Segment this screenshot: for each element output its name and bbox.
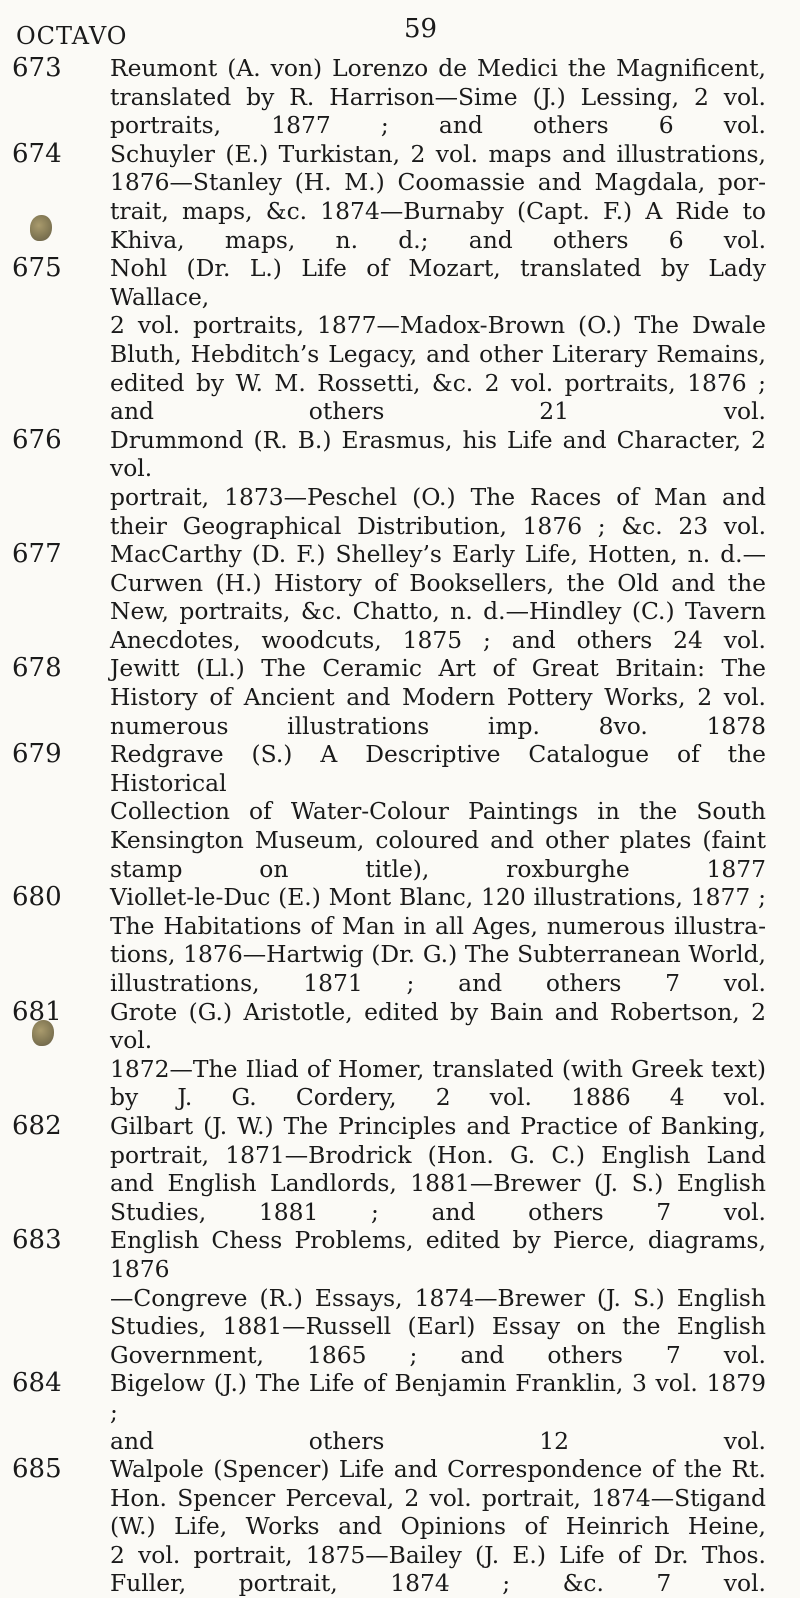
description-line: Kensington Museum, coloured and other plates (faint bbox=[110, 826, 766, 855]
catalog-lot bbox=[0, 1455, 800, 1598]
lot-number: 682 bbox=[12, 1110, 62, 1141]
description-line: illustrations, 1871 ; and others 7 vol. bbox=[110, 969, 766, 997]
lot-description bbox=[110, 1369, 766, 1455]
lot-number: 677 bbox=[12, 539, 62, 570]
description-line: edited by W. M. Rossetti, &c. 2 vol. portraits, 1876 ; bbox=[110, 368, 766, 397]
lot-description bbox=[110, 140, 766, 254]
catalog-listing bbox=[0, 54, 800, 1598]
description-line: Redgrave (S.) A Descriptive Catalogue of the Historical bbox=[110, 740, 766, 797]
description-line: MacCarthy (D. F.) Shelley’s Early Life, Hotten, n. d.— bbox=[110, 540, 766, 569]
lot-description bbox=[110, 1226, 766, 1369]
lot-number: 684 bbox=[12, 1368, 62, 1399]
description-line: Collection of Water-Colour Paintings in the South bbox=[110, 797, 766, 826]
lot-number: 676 bbox=[12, 424, 62, 455]
description-line: 1876—Stanley (H. M.) Coomassie and Magdala, por- bbox=[110, 168, 766, 197]
lot-description bbox=[110, 540, 766, 654]
lot-number: 683 bbox=[12, 1225, 62, 1256]
lot-description bbox=[110, 426, 766, 540]
description-line: by J. G. Cordery, 2 vol. 1886 4 vol. bbox=[110, 1083, 766, 1112]
description-line: Hon. Spencer Perceval, 2 vol. portrait, 1874—Stigand bbox=[110, 1483, 766, 1512]
lot-number: 685 bbox=[12, 1454, 62, 1485]
description-line: their Geographical Distribution, 1876 ; &c. 23 vol. bbox=[110, 511, 766, 540]
lot-number: 681 bbox=[12, 996, 62, 1027]
description-line: History of Ancient and Modern Pottery Works, 2 vol. bbox=[110, 683, 766, 712]
lot-description bbox=[110, 1455, 766, 1598]
lot-description bbox=[110, 883, 766, 997]
description-line: The Habitations of Man in all Ages, numerous illustra- bbox=[110, 911, 766, 940]
catalog-lot bbox=[0, 883, 800, 997]
description-line: (W.) Life, Works and Opinions of Heinrich Heine, bbox=[110, 1512, 766, 1541]
catalog-lot bbox=[0, 1226, 800, 1369]
lot-description bbox=[110, 254, 766, 426]
description-line: and English Landlords, 1881—Brewer (J. S.) English bbox=[110, 1169, 766, 1198]
description-line: Gilbart (J. W.) The Principles and Practice of Banking, bbox=[110, 1111, 766, 1140]
lot-number: 679 bbox=[12, 739, 62, 770]
description-line: portraits, 1877 ; and others 6 vol. bbox=[110, 111, 766, 140]
description-line: Bigelow (J.) The Life of Benjamin Franklin, 3 vol. 1879 ; bbox=[110, 1369, 766, 1426]
lot-description bbox=[110, 1112, 766, 1226]
catalog-lot bbox=[0, 998, 800, 1112]
description-line: Schuyler (E.) Turkistan, 2 vol. maps and illustrations, bbox=[110, 139, 766, 168]
description-line: Government, 1865 ; and others 7 vol. bbox=[110, 1340, 766, 1369]
lot-number: 678 bbox=[12, 653, 62, 684]
description-line: stamp on title), roxburghe 1877 bbox=[110, 854, 766, 883]
description-line: Studies, 1881 ; and others 7 vol. bbox=[110, 1197, 766, 1226]
lot-description bbox=[110, 998, 766, 1112]
description-line: portrait, 1871—Brodrick (Hon. G. C.) English Land bbox=[110, 1140, 766, 1169]
lot-description bbox=[110, 654, 766, 740]
catalog-lot bbox=[0, 654, 800, 740]
catalog-lot bbox=[0, 740, 800, 883]
description-line: and others 21 vol. bbox=[110, 397, 766, 426]
catalog-lot bbox=[0, 1112, 800, 1226]
description-line: Viollet-le-Duc (E.) Mont Blanc, 120 illustrations, 1877 ; bbox=[110, 883, 766, 912]
catalog-lot bbox=[0, 426, 800, 540]
description-line: Reumont (A. von) Lorenzo de Medici the Magnificent, bbox=[110, 54, 766, 82]
description-line: English Chess Problems, edited by Pierce, diagrams, 1876 bbox=[110, 1226, 766, 1283]
description-line: Fuller, portrait, 1874 ; &c. 7 vol. bbox=[110, 1569, 766, 1598]
description-line: portrait, 1873—Peschel (O.) The Races of Man and bbox=[110, 482, 766, 511]
description-line: Jewitt (Ll.) The Ceramic Art of Great Britain: The bbox=[110, 654, 766, 683]
lot-description bbox=[110, 740, 766, 883]
description-line: tions, 1876—Hartwig (Dr. G.) The Subterranean World, bbox=[110, 940, 766, 969]
lot-number: 673 bbox=[12, 53, 62, 83]
catalog-lot bbox=[0, 540, 800, 654]
description-line: 2 vol. portraits, 1877—Madox-Brown (O.) The Dwale bbox=[110, 311, 766, 340]
description-line: trait, maps, &c. 1874—Burnaby (Capt. F.) A Ride to bbox=[110, 196, 766, 225]
description-line: Khiva, maps, n. d.; and others 6 vol. bbox=[110, 225, 766, 254]
description-line: Bluth, Hebditch’s Legacy, and other Literary Remains, bbox=[110, 339, 766, 368]
description-line: Drummond (R. B.) Erasmus, his Life and Character, 2 vol. bbox=[110, 425, 766, 483]
lot-number: 675 bbox=[12, 253, 62, 284]
description-line: translated by R. Harrison—Sime (J.) Lessing, 2 vol. bbox=[110, 82, 766, 111]
description-line: Curwen (H.) History of Booksellers, the Old and the bbox=[110, 568, 766, 597]
lot-number: 674 bbox=[12, 138, 62, 169]
catalog-lot bbox=[0, 254, 800, 426]
catalog-lot bbox=[0, 140, 800, 254]
description-line: Anecdotes, woodcuts, 1875 ; and others 24 vol. bbox=[110, 625, 766, 654]
catalog-lot bbox=[0, 54, 800, 140]
description-line: and others 12 vol. bbox=[110, 1426, 766, 1455]
description-line: —Congreve (R.) Essays, 1874—Brewer (J. S.) English bbox=[110, 1283, 766, 1312]
lot-description bbox=[110, 54, 766, 140]
description-line: New, portraits, &c. Chatto, n. d.—Hindley (C.) Tavern bbox=[110, 597, 766, 626]
description-line: Walpole (Spencer) Life and Correspondence of the Rt. bbox=[110, 1455, 766, 1484]
description-line: Nohl (Dr. L.) Life of Mozart, translated by Lady Wallace, bbox=[110, 254, 766, 311]
description-line: 1872—The Iliad of Homer, translated (with Greek text) bbox=[110, 1054, 766, 1083]
page-number: 59 bbox=[404, 14, 438, 44]
running-head: OCTAVO bbox=[16, 22, 128, 50]
catalog-lot bbox=[0, 1369, 800, 1455]
description-line: 2 vol. portrait, 1875—Bailey (J. E.) Life of Dr. Thos. bbox=[110, 1540, 766, 1569]
description-line: Grote (G.) Aristotle, edited by Bain and Robertson, 2 vol. bbox=[110, 997, 766, 1055]
description-line: numerous illustrations imp. 8vo. 1878 bbox=[110, 711, 766, 740]
description-line: Studies, 1881—Russell (Earl) Essay on the English bbox=[110, 1312, 766, 1341]
lot-number: 680 bbox=[12, 882, 62, 913]
page-header bbox=[0, 8, 800, 52]
